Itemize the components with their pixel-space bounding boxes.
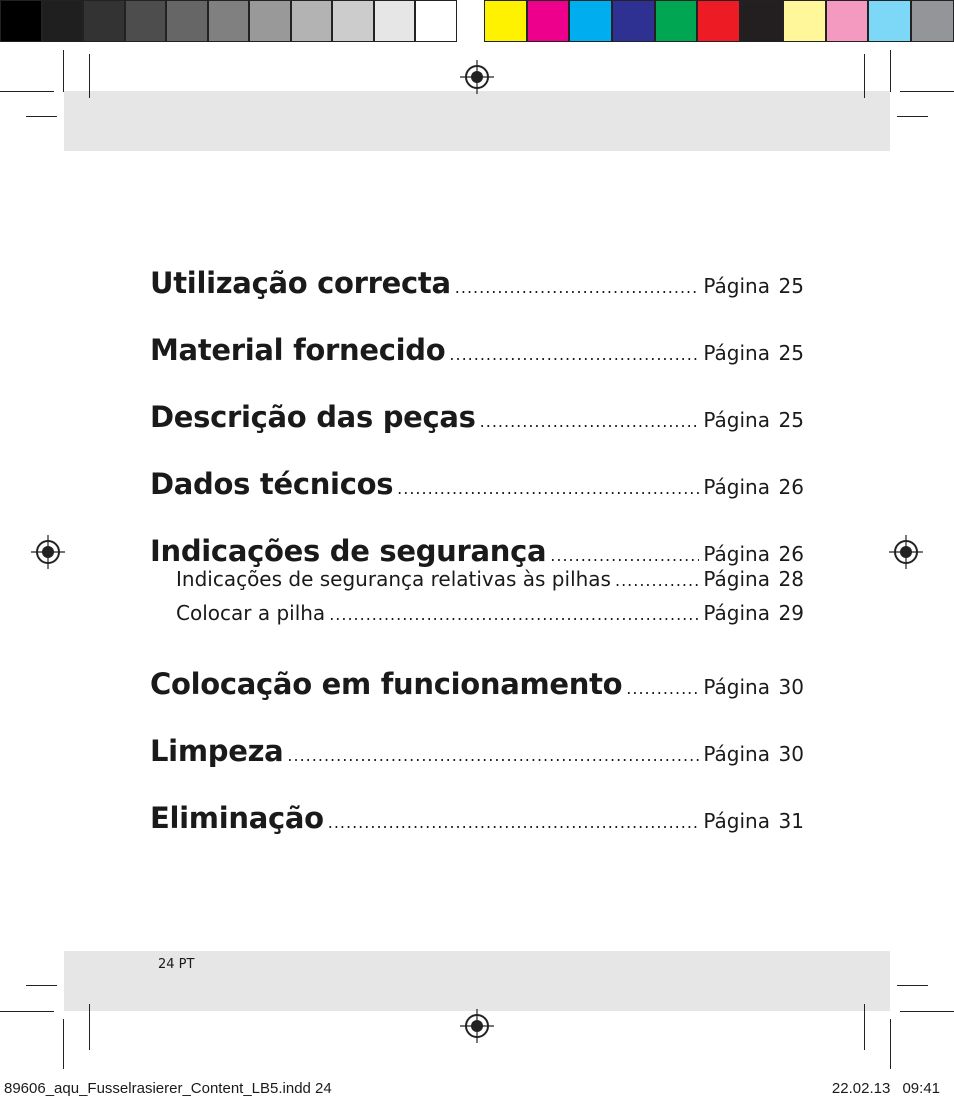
color-swatch [655, 0, 698, 42]
page-label: Página [703, 408, 770, 432]
color-swatch [569, 0, 612, 42]
color-swatch [415, 0, 457, 42]
color-swatch [826, 0, 869, 42]
page-number: 25 [778, 274, 804, 298]
color-swatch [697, 0, 740, 42]
crop-mark [0, 1011, 54, 1012]
color-swatch [527, 0, 570, 42]
color-swatch [783, 0, 826, 42]
page-number: 30 [778, 742, 804, 766]
toc-entry [150, 801, 804, 868]
crop-mark [900, 1011, 954, 1012]
page-number: 26 [778, 542, 804, 566]
registration-mark-icon [31, 535, 65, 569]
page-number: 28 [778, 567, 804, 591]
page-label: Página [703, 567, 770, 591]
crop-mark [864, 54, 865, 98]
color-swatch [166, 0, 208, 42]
registration-mark-icon [889, 535, 923, 569]
color-swatch [612, 0, 655, 42]
page-number: 30 [778, 675, 804, 699]
color-swatch [208, 0, 250, 42]
crop-mark [900, 91, 954, 92]
page-number: 29 [778, 601, 804, 625]
toc-entry [150, 400, 804, 467]
toc-entry-title: Limpeza [150, 734, 284, 768]
crop-mark [89, 1004, 90, 1050]
page-label: Página [703, 475, 770, 499]
slug-datetime: 22.02.13 09:41 [831, 1080, 940, 1097]
color-swatch [0, 0, 42, 42]
leader-dots [329, 605, 699, 624]
toc-entry-title: Dados técnicos [150, 467, 394, 501]
leader-dots [397, 479, 699, 498]
toc-entry [150, 333, 804, 400]
page-label: Página [703, 601, 770, 625]
crop-mark [89, 54, 90, 98]
color-swatch [374, 0, 416, 42]
crop-mark [864, 1004, 865, 1050]
toc-entry-title: Descrição das peças [150, 400, 476, 434]
page-number: 31 [778, 809, 804, 833]
top-band [64, 91, 890, 151]
toc-entry-title: Colocação em funcionamento [150, 667, 623, 701]
crop-mark [0, 91, 54, 92]
color-swatch [868, 0, 911, 42]
toc-sub-entry [150, 567, 804, 601]
leader-dots [455, 278, 700, 297]
toc-entry [150, 467, 804, 534]
color-bar [484, 0, 954, 44]
page-folio: 24 PT [158, 957, 195, 972]
toc-entry [150, 266, 804, 333]
toc-sub-entry [150, 601, 804, 667]
page-number: 25 [778, 341, 804, 365]
crop-mark [63, 50, 64, 92]
toc-sub-entry-title: Colocar a pilha [176, 601, 326, 625]
color-swatch [125, 0, 167, 42]
page-label: Página [703, 742, 770, 766]
leader-dots [287, 746, 699, 765]
crop-mark [890, 50, 891, 92]
toc-sub-entry-title: Indicações de segurança relativas às pilhas [176, 567, 611, 591]
registration-mark-icon [460, 1009, 494, 1043]
leader-dots [626, 679, 699, 698]
leader-dots [449, 345, 699, 364]
leader-dots [328, 813, 700, 832]
crop-mark [890, 1019, 891, 1069]
color-swatch [911, 0, 954, 42]
toc-entry-title: Indicações de segurança [150, 534, 547, 568]
color-swatch [291, 0, 333, 42]
registration-mark-icon [460, 60, 494, 94]
page-label: Página [703, 542, 770, 566]
page-label: Página [703, 274, 770, 298]
page-label: Página [703, 341, 770, 365]
color-swatch [332, 0, 374, 42]
toc-entry-title: Material fornecido [150, 333, 446, 367]
crop-mark [897, 116, 928, 117]
table-of-contents [150, 266, 804, 868]
leader-dots [615, 571, 699, 590]
crop-mark [63, 1019, 64, 1069]
crop-mark [26, 985, 57, 986]
crop-mark [897, 985, 928, 986]
toc-entry [150, 734, 804, 801]
grayscale-bar [0, 0, 457, 44]
leader-dots [480, 412, 700, 431]
toc-entry [150, 667, 804, 734]
page-label: Página [703, 675, 770, 699]
page-label: Página [703, 809, 770, 833]
color-swatch [42, 0, 84, 42]
color-swatch [249, 0, 291, 42]
toc-entry [150, 534, 804, 567]
page-number: 26 [778, 475, 804, 499]
color-swatch [740, 0, 783, 42]
page-number: 25 [778, 408, 804, 432]
leader-dots [550, 546, 699, 565]
crop-mark [26, 116, 57, 117]
toc-entry-title: Utilização correcta [150, 266, 451, 300]
slug-filename: 89606_aqu_Fusselrasierer_Content_LB5.indd 24 [4, 1080, 332, 1097]
color-swatch [83, 0, 125, 42]
color-swatch [484, 0, 527, 42]
toc-entry-title: Eliminação [150, 801, 324, 835]
